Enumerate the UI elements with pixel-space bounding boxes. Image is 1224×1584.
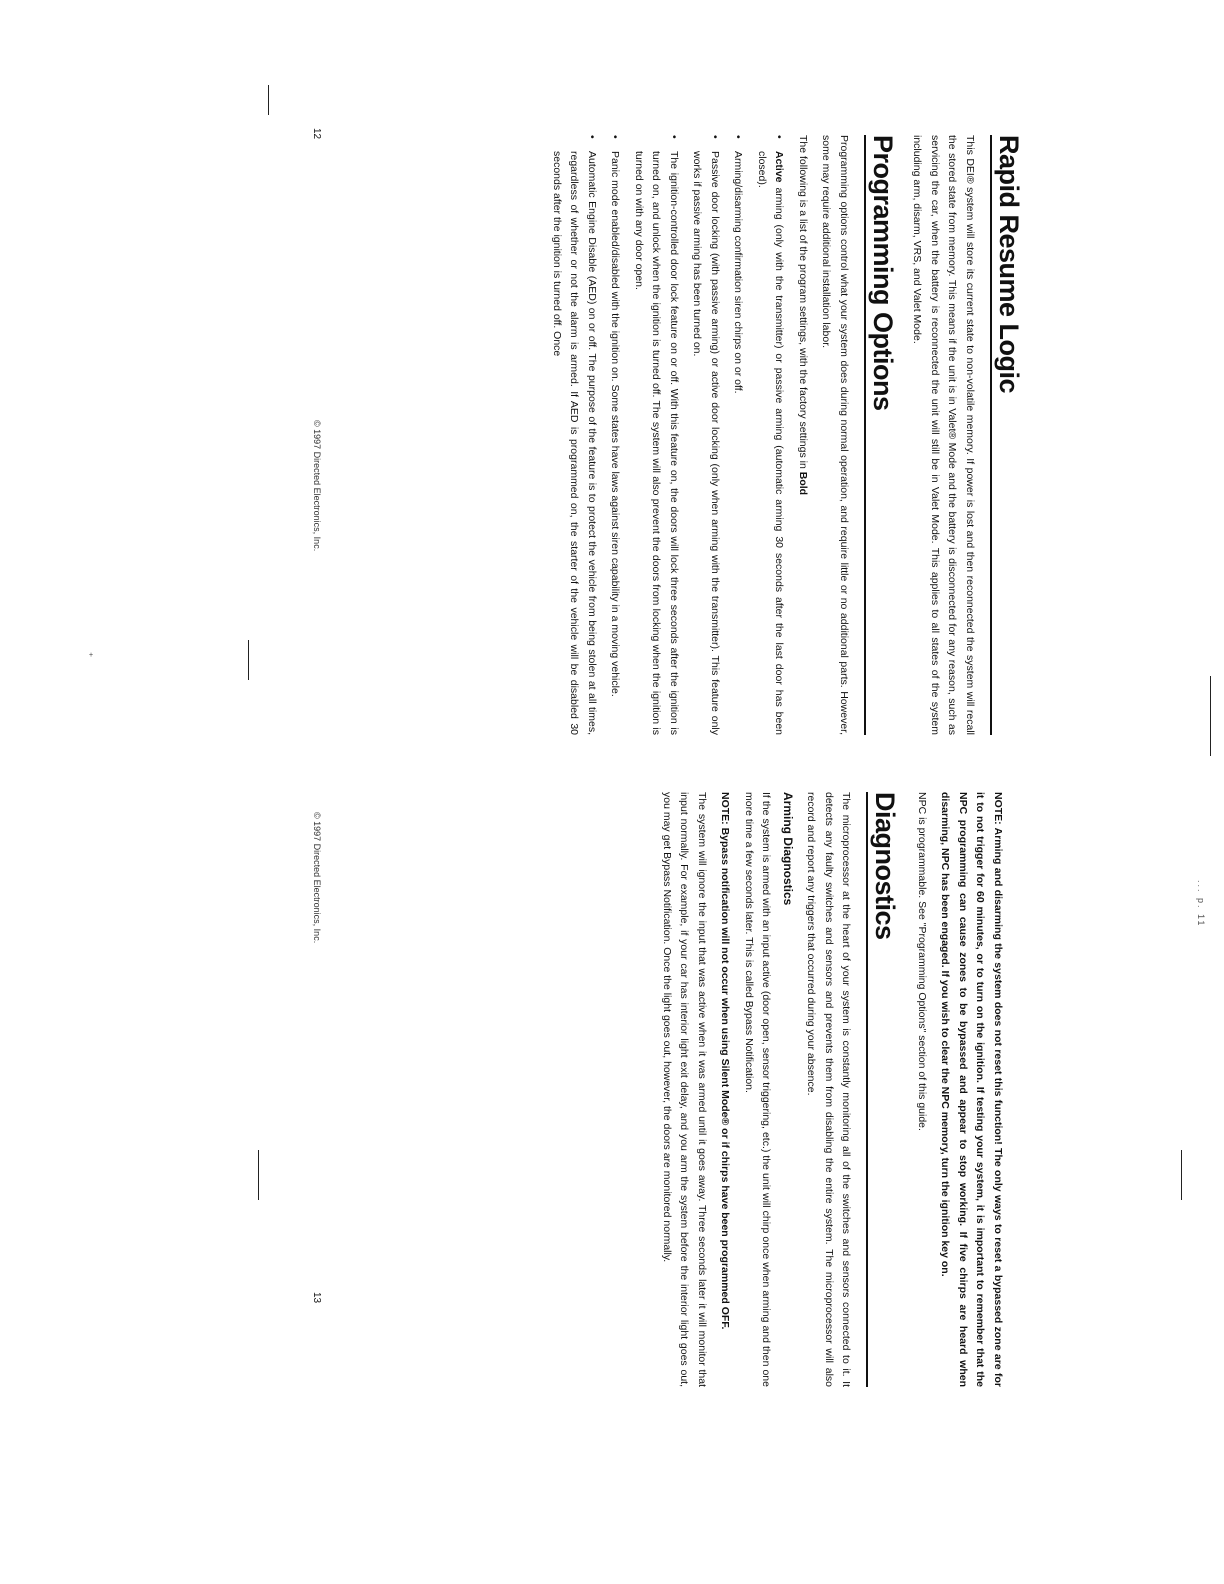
list-item-text: The ignition-controlled door lock feature on or off. With this feature on, the doors will lock three seconds after the ignition is turned on, and unlock when the ignition is turned off. The system will also prevent the doors from locking when the ignition is turned on with any door open.: [633, 151, 680, 735]
programming-list-intro-text: The following is a list of the program settings, with the factory settings in: [797, 135, 809, 469]
list-item: [630, 135, 683, 735]
page-number-right: 13: [311, 1292, 322, 1304]
scan-mark-center: [248, 640, 249, 680]
npc-programmable: NPC is programmable. See "Programming Options" section of this guide.: [916, 792, 928, 1131]
programming-intro: Programming options control what your system does during normal operation, and require little or no additional parts. However, some may require additional installation labor.: [820, 135, 850, 735]
scan-mark-top-right: [1181, 1150, 1182, 1200]
list-item-text: Automatic Engine Disable (AED) on or off. The purpose of the feature is to protect the vehicle from being stolen at all times, regardless of whether or not the alarm is armed. If AED is programmed on, the starter of the vehicle will be disabled 30 seconds after the ignition is turned off. Once: [551, 151, 598, 735]
list-item: [548, 135, 601, 735]
npc-note: NOTE: Arming and disarming the system does not reset this function! The only ways to reset a bypassed zone are for it to not trigger for 60 minutes, or to turn on the ignition. If testing your system, it is important to remember that the NPC programming can cause zones to be bypassed and appear to stop working. If five chirps are heard when disarming, NPC has been engaged. If you wish to clear the NPC memory, turn the ignition key on.: [939, 792, 1004, 1387]
diagnostics-title: Diagnostics: [867, 792, 901, 1387]
programming-list-intro-bold: Bold: [797, 471, 809, 496]
right-page: [0, 792, 1224, 1584]
scan-mark-bottom-left: [268, 85, 269, 115]
rapid-resume-body: This DEI® system will store its current state to non-volatile memory. If power is lost and then reconnected the system will recall the stored state from memory. This means if the unit is in Valet® Mode and the battery is disconnected for any reason, such as servicing the car, when the battery is reconnected the unit will still be in Valet Mode. This applies to all states of the system including arm, disarm, VRS, and Valet Mode.: [911, 135, 976, 735]
arming-diagnostics-body: If the system is armed with an input active (door open, sensor triggering, etc.) the unit will chirp once when arming and then one more time a few seconds later. This is called Bypass Notification.: [743, 792, 773, 1387]
list-item-text: arming (only with the transmitter) or passive arming (automatic arming 30 seconds after the last door has been closed).: [756, 151, 786, 735]
diagnostics-body: The microprocessor at the heart of your system is constantly monitoring all of the switches and sensors connected to it. It detects any faulty switches and sensors and prevents them from disabling the entire system. The microprocessor will also record and report any triggers that occurred during your absence.: [805, 792, 853, 1387]
list-item: [729, 135, 747, 735]
programming-options-list: [548, 135, 788, 735]
list-item: [606, 135, 624, 735]
list-item-text: Passive door locking (with passive arming) or active door locking (only when arming with the transmitter). This feature only works if passive arming has been turned on.: [691, 151, 721, 735]
arming-diagnostics-title: Arming Diagnostics: [781, 792, 795, 906]
list-item-text: Arming/disarming confirmation siren chirps on or off.: [732, 151, 745, 394]
list-item: [753, 135, 788, 735]
programming-list-intro: [794, 135, 812, 735]
list-item-bold: Active: [773, 151, 786, 183]
programming-options-title: Programming Options: [864, 135, 898, 735]
arming-diagnostics-body2: The system will ignore the input that was active when it was armed until it goes away. Three seconds later it will monitor that input normally. For example, if your car has interior light exit delay, and you arm the system before the interior light goes out, you may get Bypass Notification. Once the light goes out, however, the doors are monitored normally.: [661, 792, 708, 1387]
fold-mark-icon: ⁺: [83, 652, 94, 658]
left-column: [542, 135, 1025, 735]
rapid-resume-title: Rapid Resume Logic: [990, 135, 1024, 735]
bypass-note: NOTE: Bypass notification will not occur when using Silent Mode® or if chirps have been programmed OFF.: [719, 792, 732, 1330]
list-item: [688, 135, 723, 735]
fax-header: ... p. 11: [1196, 880, 1206, 928]
page-number-left: 12: [311, 128, 322, 140]
footer-copyright-left: © 1997 Directed Electronics, Inc.: [312, 420, 322, 552]
list-item-text: Panic mode enabled/disabled with the ignition on. Some states have laws against siren capability in a moving vehicle.: [609, 151, 622, 697]
right-column: [652, 792, 1007, 1387]
footer-copyright-right: © 1997 Directed Electronics, Inc.: [312, 812, 322, 944]
scan-mark-bottom-right: [258, 1150, 259, 1200]
